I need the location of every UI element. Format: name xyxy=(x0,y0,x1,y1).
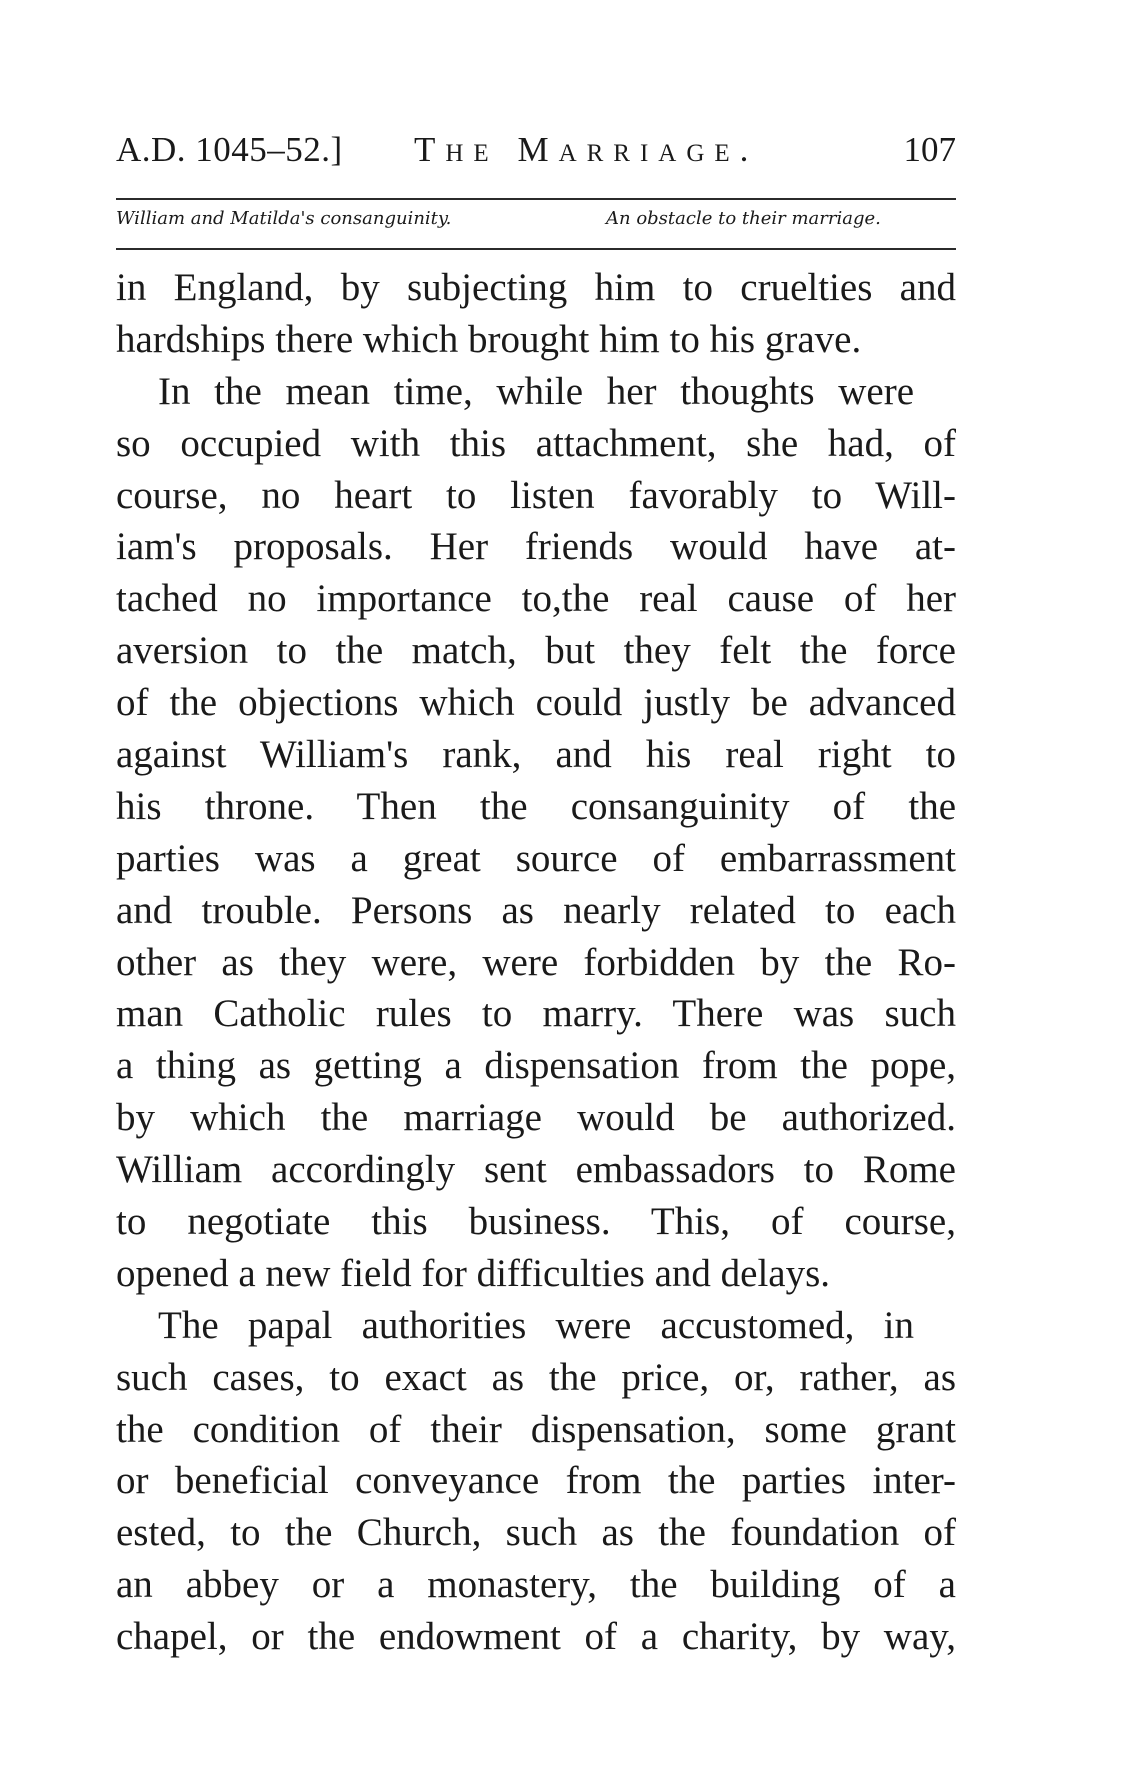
text-line: man Catholic rules to marry. There was such xyxy=(116,992,956,1036)
text-line: by which the marriage would be authorized. xyxy=(116,1096,956,1140)
text-line: so occupied with this attachment, she had, of xyxy=(116,421,956,465)
header-rule-bottom xyxy=(116,248,956,250)
text-line: hardships there which brought him to his grave. xyxy=(116,317,862,361)
text-line: iam's proposals. Her friends would have at- xyxy=(116,525,956,569)
text-line: to negotiate this business. This, of course, xyxy=(116,1200,956,1244)
text-line: opened a new field for difficulties and delays. xyxy=(116,1251,831,1295)
text-line: the condition of their dispensation, some grant xyxy=(116,1407,956,1451)
subhead-right: An obstacle to their marriage. xyxy=(606,208,881,229)
page-number: 107 xyxy=(903,130,956,169)
text-line: tached no importance to,the real cause of her xyxy=(116,577,956,621)
text-line: in England, by subjecting him to cruelties and xyxy=(116,266,956,309)
text-line: In the mean time, while her thoughts were xyxy=(158,369,914,413)
subhead-left: William and Matilda's consanguinity. xyxy=(116,208,452,229)
text-line: The papal authorities were accustomed, in xyxy=(158,1303,914,1347)
text-line: a thing as getting a dispensation from the pope, xyxy=(116,1044,956,1088)
chapter-title: The Marriage. xyxy=(414,130,759,169)
header-rule-top xyxy=(116,198,956,200)
body-text xyxy=(116,262,956,1663)
marginal-subheads xyxy=(116,203,956,237)
text-line: of the objections which could justly be advanced xyxy=(116,681,956,725)
text-line: such cases, to exact as the price, or, rather, as xyxy=(116,1355,956,1399)
text-line: course, no heart to listen favorably to Will- xyxy=(116,473,956,517)
text-line: William accordingly sent embassadors to Rome xyxy=(116,1148,956,1192)
text-line: his throne. Then the consanguinity of the xyxy=(116,784,956,828)
text-line: aversion to the match, but they felt the force xyxy=(116,629,956,673)
text-line: or beneficial conveyance from the parties inter- xyxy=(116,1459,956,1503)
text-line: against William's rank, and his real right to xyxy=(116,733,956,777)
text-line: chapel, or the endowment of a charity, by way, xyxy=(116,1615,956,1659)
text-line: other as they were, were forbidden by the Ro- xyxy=(116,940,956,984)
text-line: and trouble. Persons as nearly related to each xyxy=(116,888,956,932)
running-head-date: A.D. 1045–52.] xyxy=(116,130,343,169)
text-line: parties was a great source of embarrassment xyxy=(116,836,956,880)
text-line: ested, to the Church, such as the foundation of xyxy=(116,1511,956,1555)
text-line: an abbey or a monastery, the building of a xyxy=(116,1563,956,1607)
page-header xyxy=(116,128,956,184)
